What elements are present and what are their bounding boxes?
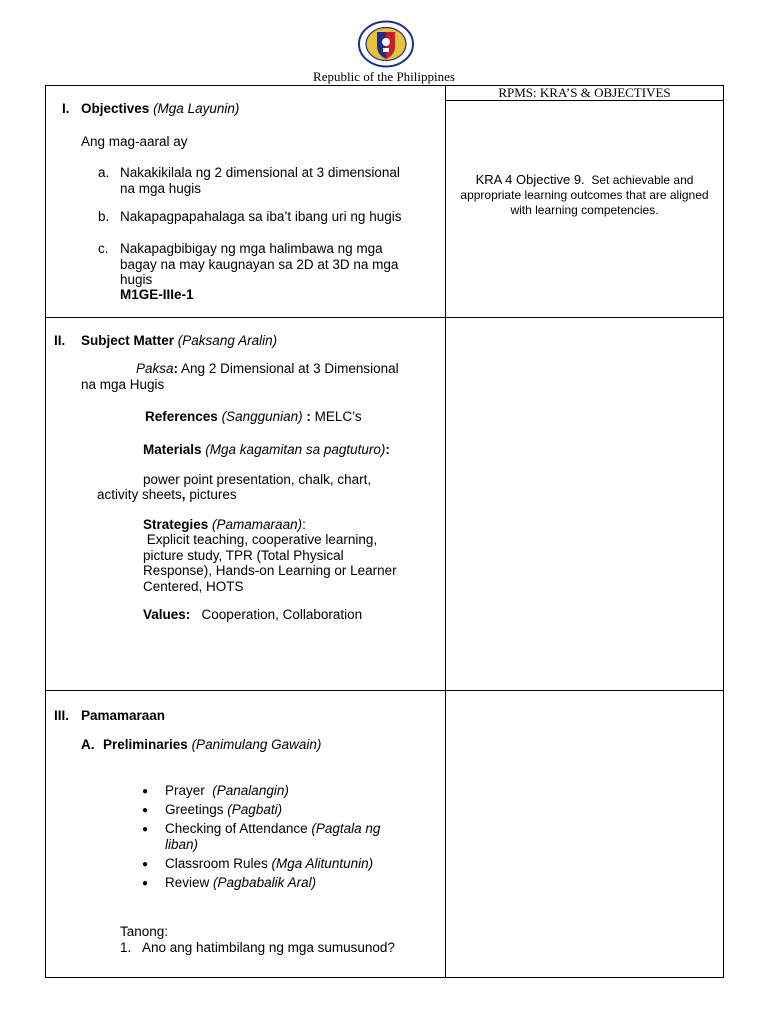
subject-matter-section — [46, 318, 446, 691]
rpms-header: RPMS: KRA’S & OBJECTIVES — [446, 86, 724, 101]
objective-c-text: Nakapagbibigay ng mga halimbawa ng mga bagay na may kaugnayan sa 2D at 3D na mga hugis — [120, 241, 399, 287]
procedure-heading: Pamamaraan — [81, 708, 166, 723]
rules-item: Classroom Rules (Mga Alituntunin) — [165, 856, 374, 871]
question-1-num: 1. — [120, 940, 132, 955]
paksa-line: Paksa: Ang 2 Dimensional at 3 Dimensional — [136, 361, 399, 376]
kra-cell — [446, 101, 724, 318]
objective-a-text: Nakakikilala ng 2 dimensional at 3 dimensional na mga hugis — [120, 165, 400, 196]
subject-num: II. — [54, 333, 66, 348]
bullet-dot: ● — [142, 786, 149, 797]
bullet-dot: ● — [142, 878, 149, 889]
paksa-line-2: na mga Hugis — [81, 377, 165, 392]
objectives-section — [46, 86, 446, 318]
preliminaries-num: A. — [81, 737, 95, 752]
objective-a-label: a. — [98, 165, 110, 180]
deped-seal-logo — [357, 20, 415, 68]
prayer-item: Prayer (Panalangin) — [165, 783, 289, 798]
procedure-section — [46, 691, 446, 978]
greetings-item: Greetings (Pagbati) — [165, 802, 283, 817]
bullet-dot: ● — [142, 859, 149, 870]
question-1-text: Ano ang hatimbilang ng mga sumusunod? — [142, 940, 395, 955]
procedure-num: III. — [54, 708, 70, 723]
objectives-num: I. — [62, 101, 70, 116]
republic-heading: Republic of the Philippines — [313, 69, 455, 84]
attendance-item: Checking of Attendance (Pagtala ng liban) — [165, 821, 381, 852]
review-item: Review (Pagbabalik Aral) — [165, 875, 317, 890]
objective-b-text: Nakapagpapahalaga sa iba’t ibang uri ng hugis — [120, 209, 402, 224]
strategies-list: Explicit teaching, cooperative learning, picture study, TPR (Total Physical Response), Hands-on Learning or Learner Centered, HOTS — [143, 532, 397, 594]
references-line: References (Sanggunian) : MELC’s — [145, 409, 362, 424]
kra-note: KRA 4 Objective 9. Set achievable and appropriate learning outcomes that are aligned with learning competencies. — [460, 172, 709, 217]
subject-right-cell — [446, 318, 724, 691]
preliminaries-heading: Preliminaries (Panimulang Gawain) — [103, 737, 322, 752]
objectives-intro: Ang mag-aaral ay — [81, 134, 188, 149]
bullet-dot: ● — [142, 824, 149, 835]
materials-line: Materials (Mga kagamitan sa pagtuturo): — [143, 442, 390, 457]
values-line: Values: Cooperation, Collaboration — [143, 607, 363, 622]
procedure-right-cell — [446, 691, 724, 978]
bullet-dot: ● — [142, 805, 149, 816]
strategies-line: Strategies (Pamamaraan): — [143, 517, 306, 532]
competency-code: M1GE-IIIe-1 — [120, 287, 194, 302]
objective-b-label: b. — [98, 209, 110, 224]
subject-heading: Subject Matter (Paksang Aralin) — [81, 333, 278, 348]
tanong-label: Tanong: — [120, 924, 169, 939]
materials-list-2: activity sheets, pictures — [97, 487, 237, 502]
materials-list-1: power point presentation, chalk, chart, — [143, 472, 372, 487]
objective-c-label: c. — [98, 241, 109, 256]
objectives-heading: Objectives (Mga Layunin) — [81, 101, 240, 116]
lesson-plan-table — [45, 85, 724, 978]
